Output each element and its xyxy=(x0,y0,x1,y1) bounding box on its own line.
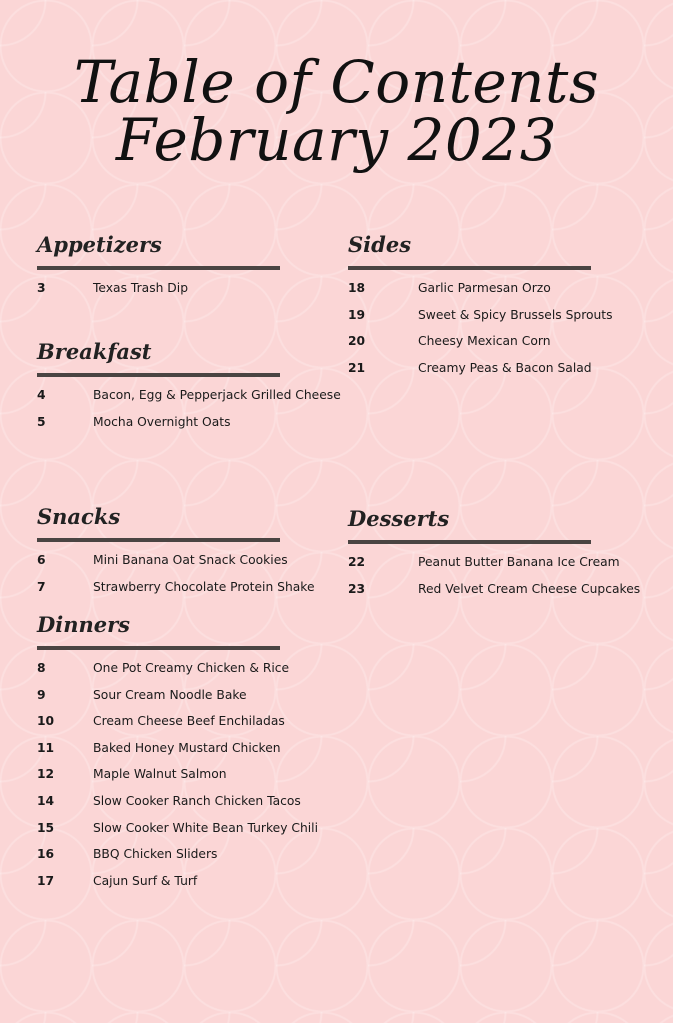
recipe-name: Creamy Peas & Bacon Salad xyxy=(418,360,592,375)
item-list-dinners xyxy=(37,660,319,899)
section-sides xyxy=(348,232,613,386)
list-item xyxy=(37,660,290,687)
section-divider xyxy=(348,266,591,270)
section-breakfast xyxy=(37,339,341,440)
page-number: 5 xyxy=(37,414,46,429)
recipe-name: Garlic Parmesan Orzo xyxy=(418,281,551,295)
item-list-desserts xyxy=(348,554,641,607)
section-title-sides: Sides xyxy=(348,232,412,257)
page-number: 19 xyxy=(348,307,366,322)
recipe-name: Mocha Overnight Oats xyxy=(93,414,231,429)
page-number: 17 xyxy=(37,873,55,888)
page-number: 21 xyxy=(348,360,366,375)
recipe-name: Cajun Surf & Turf xyxy=(93,873,198,888)
recipe-name: Sweet & Spicy Brussels Sprouts xyxy=(418,307,613,322)
section-title-desserts: Desserts xyxy=(348,506,450,531)
page-number: 10 xyxy=(37,714,55,729)
page-number: 4 xyxy=(37,388,46,402)
section-desserts xyxy=(348,506,641,607)
recipe-name: Mini Banana Oat Snack Cookies xyxy=(93,553,288,567)
recipe-name: Cheesy Mexican Corn xyxy=(418,334,551,349)
list-item xyxy=(348,554,620,581)
list-item xyxy=(37,793,301,820)
list-item xyxy=(37,579,315,606)
list-item xyxy=(348,307,613,334)
section-divider xyxy=(37,646,280,650)
recipe-name: Slow Cooker White Bean Turkey Chili xyxy=(93,820,319,835)
list-item xyxy=(37,687,280,714)
section-divider xyxy=(37,373,280,377)
page-title: Table of Contents xyxy=(73,48,600,116)
recipe-name: Peanut Butter Banana Ice Cream xyxy=(418,555,620,569)
recipe-name: Baked Honey Mustard Chicken xyxy=(93,740,281,755)
recipe-name: BBQ Chicken Sliders xyxy=(93,847,218,862)
page-subtitle: February 2023 xyxy=(115,106,558,174)
page-number: 16 xyxy=(37,847,55,862)
list-item xyxy=(37,713,285,740)
recipe-name: Red Velvet Cream Cheese Cupcakes xyxy=(418,581,641,596)
list-item xyxy=(348,280,591,307)
page-number: 18 xyxy=(348,281,366,295)
recipe-name: Slow Cooker Ranch Chicken Tacos xyxy=(93,793,301,808)
section-snacks xyxy=(37,504,315,605)
recipe-name: Strawberry Chocolate Protein Shake xyxy=(93,579,315,594)
section-divider xyxy=(348,540,591,544)
recipe-name: Sour Cream Noodle Bake xyxy=(93,687,247,702)
recipe-name: Bacon, Egg & Pepperjack Grilled Cheese xyxy=(93,388,341,402)
list-item xyxy=(37,387,341,414)
page-number: 15 xyxy=(37,820,55,835)
page-number: 9 xyxy=(37,687,46,702)
page-number: 14 xyxy=(37,793,55,808)
recipe-name: One Pot Creamy Chicken & Rice xyxy=(93,661,290,675)
section-title-breakfast: Breakfast xyxy=(37,339,152,364)
page-number: 11 xyxy=(37,740,55,755)
list-item xyxy=(37,414,280,441)
section-divider xyxy=(37,538,280,542)
page-number: 6 xyxy=(37,553,46,567)
list-item xyxy=(37,740,280,767)
list-item xyxy=(348,333,591,360)
list-item xyxy=(37,766,280,793)
section-divider xyxy=(37,266,280,270)
recipe-name: Maple Walnut Salmon xyxy=(93,767,227,782)
page-number: 12 xyxy=(37,767,55,782)
list-item xyxy=(37,846,280,873)
page-number: 20 xyxy=(348,334,366,349)
page-number: 8 xyxy=(37,661,46,675)
recipe-name: Cream Cheese Beef Enchiladas xyxy=(93,714,285,729)
page-number: 7 xyxy=(37,579,46,594)
list-item xyxy=(348,581,641,608)
list-item xyxy=(348,360,591,387)
item-list-breakfast xyxy=(37,387,341,440)
list-item xyxy=(37,820,319,847)
recipe-name: Texas Trash Dip xyxy=(93,281,188,295)
section-appetizers xyxy=(37,232,280,307)
section-title-appetizers: Appetizers xyxy=(37,232,162,257)
item-list-snacks xyxy=(37,552,315,605)
list-item xyxy=(37,280,280,307)
section-dinners xyxy=(37,612,319,899)
page-number: 3 xyxy=(37,281,46,295)
list-item xyxy=(37,873,280,900)
section-title-dinners: Dinners xyxy=(37,612,130,637)
page-number: 22 xyxy=(348,555,366,569)
list-item xyxy=(37,552,288,579)
section-title-snacks: Snacks xyxy=(37,504,121,529)
item-list-sides xyxy=(348,280,613,386)
page-number: 23 xyxy=(348,581,366,596)
item-list-appetizers xyxy=(37,280,280,307)
